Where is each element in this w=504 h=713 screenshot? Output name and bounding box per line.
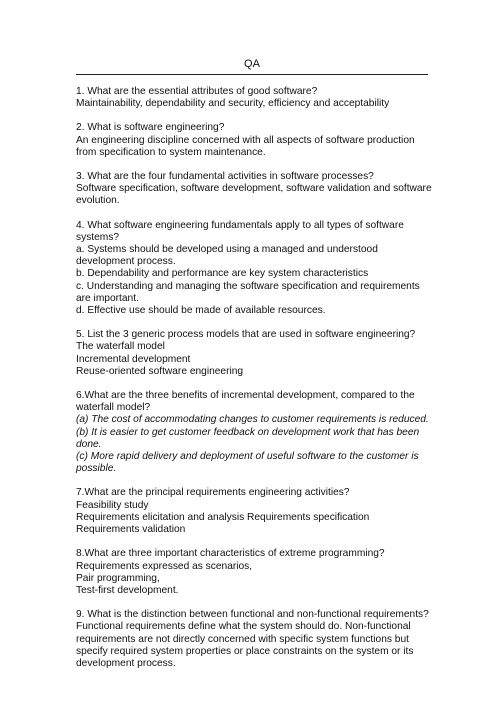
- answer-text: d. Effective use should be made of available resources.: [76, 305, 326, 317]
- question-text: 7.What are the principal requirements engineering activities?: [76, 487, 350, 499]
- answer-text: Test-first development.: [76, 584, 179, 596]
- answer-text: The waterfall model: [76, 341, 165, 353]
- question-text: 4. What software engineering fundamentals apply to all types of software systems?: [76, 219, 404, 243]
- qa-item: [76, 609, 436, 670]
- question-text: 1. What are the essential attributes of good software?: [76, 86, 318, 97]
- answer-text: Feasibility study: [76, 499, 149, 511]
- qa-item: [76, 329, 436, 378]
- question-text: 5. List the 3 generic process models that are used in software engineering?: [76, 329, 416, 341]
- question-text: 2. What is software engineering?: [76, 122, 225, 134]
- question-text: 6.What are the three benefits of incremental development, compared to the waterfall model?: [76, 390, 415, 414]
- answer-text: Functional requirements define what the system should do. Non-functional requirements are not directly concerned with specific system functions but specify required system properties or place constraints on the system or its development process.: [76, 621, 414, 669]
- question-text: 9. What is the distinction between functional and non-functional requirements?: [76, 609, 429, 621]
- answer-text-italic: (b) It is easier to get customer feedback on development work that has been done.: [76, 426, 420, 450]
- qa-item: [76, 171, 436, 208]
- answer-text: c. Understanding and managing the software specification and requirements are important.: [76, 280, 420, 304]
- answer-text-italic: (c) More rapid delivery and deployment of useful software to the customer is possible.: [76, 451, 419, 475]
- qa-item: [76, 487, 436, 536]
- qa-item: [76, 548, 436, 597]
- answer-text: b. Dependability and performance are key system characteristics: [76, 268, 369, 280]
- answer-text: Requirements expressed as scenarios,: [76, 560, 253, 572]
- qa-item: [76, 220, 436, 318]
- answer-text: Requirements elicitation and analysis Requirements specification: [76, 511, 370, 523]
- qa-list: [76, 86, 436, 682]
- answer-text: Maintainability, dependability and security, efficiency and acceptability: [76, 98, 390, 110]
- page-header-title: QA: [244, 58, 260, 70]
- answer-text: Pair programming,: [76, 572, 160, 584]
- qa-item: [76, 122, 436, 159]
- header-rule: [76, 74, 428, 75]
- qa-item: [76, 390, 436, 475]
- qa-item: [76, 86, 436, 110]
- answer-text: Reuse-oriented software engineering: [76, 365, 244, 377]
- question-text: 3. What are the four fundamental activities in software processes?: [76, 171, 374, 183]
- answer-text: Software specification, software development, software validation and software evolution.: [76, 183, 432, 207]
- answer-text: Incremental development: [76, 353, 191, 365]
- answer-text: An engineering discipline concerned with all aspects of software production from specification to system maintenance.: [76, 134, 415, 158]
- answer-text-italic: (a) The cost of accommodating changes to customer requirements is reduced.: [76, 414, 429, 426]
- answer-text: Requirements validation: [76, 524, 186, 536]
- answer-text: a. Systems should be developed using a managed and understood development process.: [76, 244, 378, 268]
- question-text: 8.What are three important characteristics of extreme programming?: [76, 548, 385, 560]
